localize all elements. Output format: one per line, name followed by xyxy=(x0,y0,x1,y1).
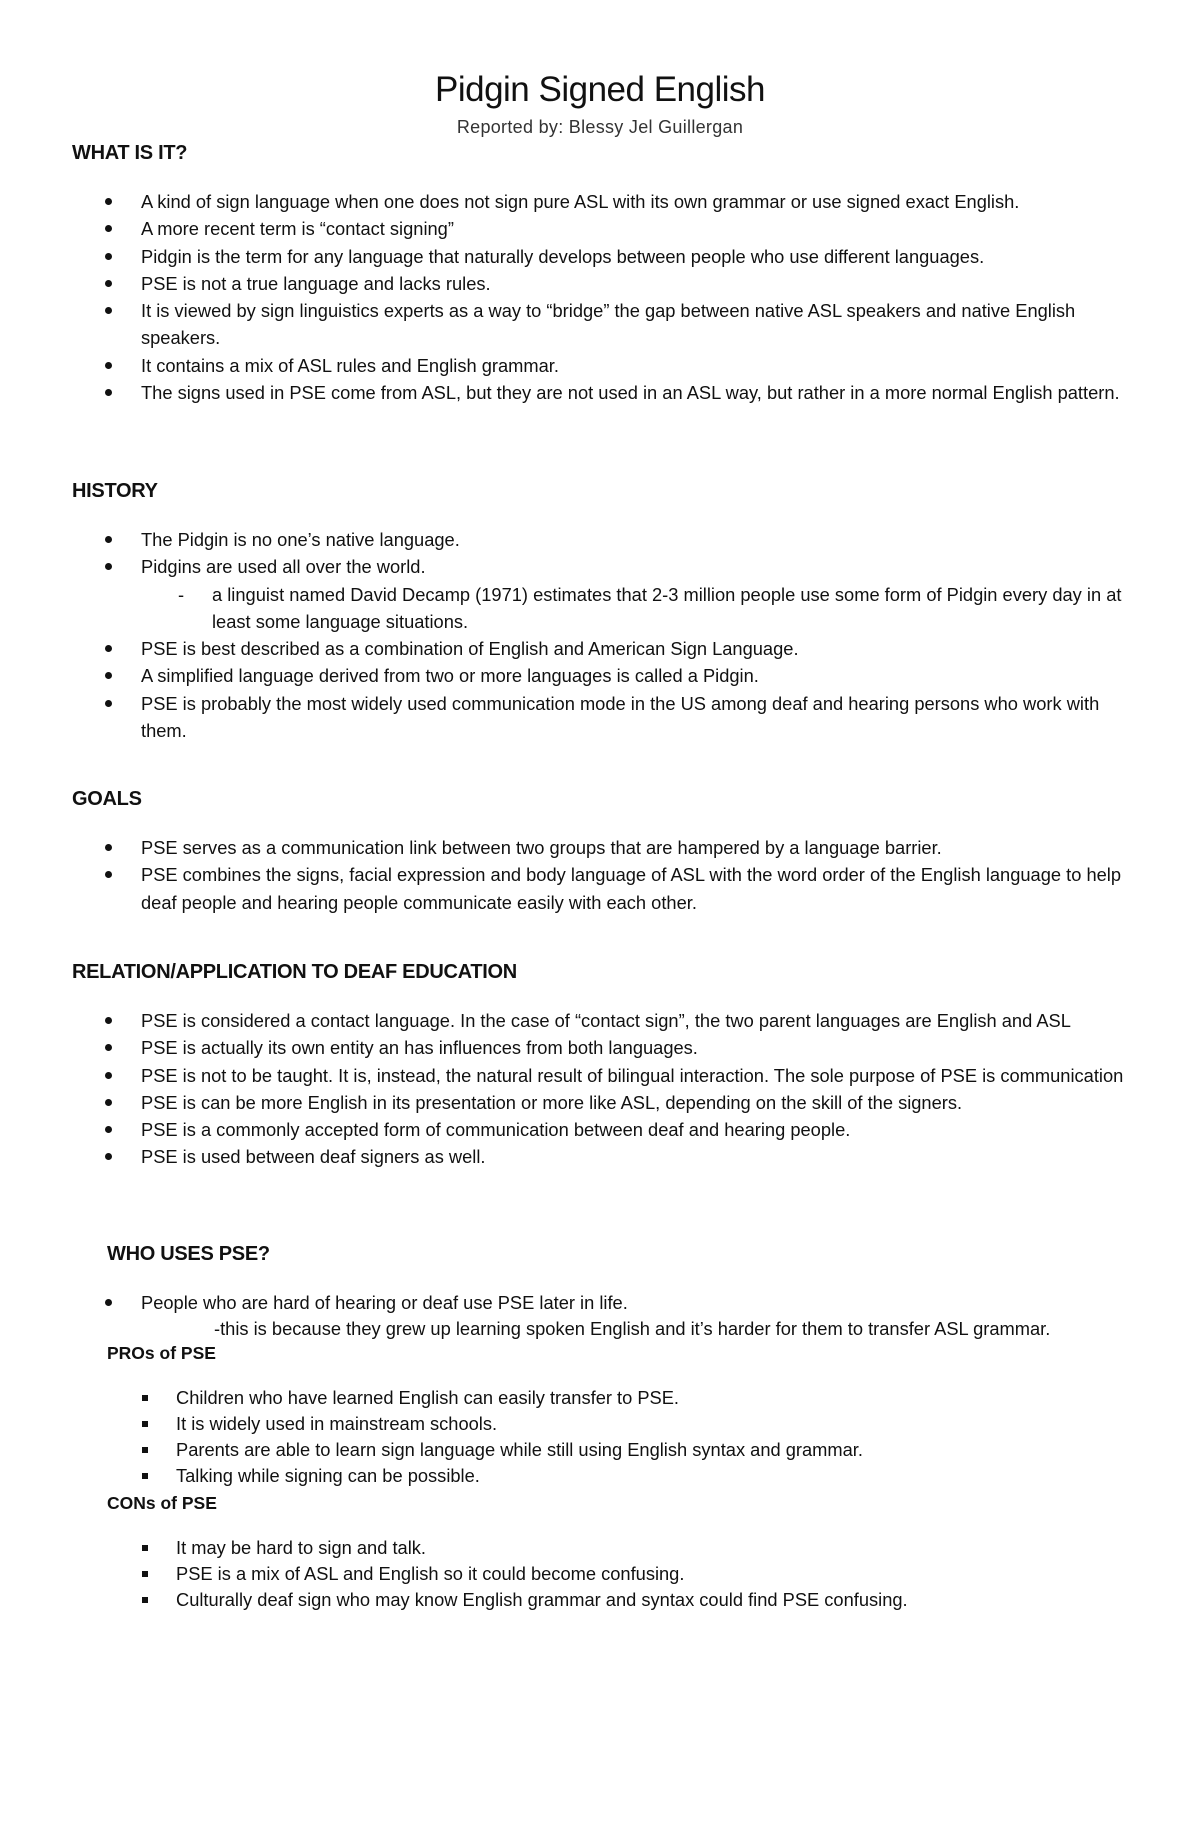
goals-list xyxy=(0,834,1200,916)
list-item: Children who have learned English can easily transfer to PSE. xyxy=(0,1385,1136,1411)
section-heading-goals: GOALS xyxy=(72,788,142,810)
list-item: Culturally deaf sign who may know English grammar and syntax could find PSE confusing. xyxy=(0,1587,1136,1613)
list-item: PSE is can be more English in its presentation or more like ASL, depending on the skill of the signers. xyxy=(0,1089,1131,1116)
list-item: PSE is not to be taught. It is, instead, the natural result of bilingual interaction. The sole purpose of PSE is communication xyxy=(0,1062,1131,1089)
section-heading-history: HISTORY xyxy=(72,480,158,502)
section-heading-relation: RELATION/APPLICATION TO DEAF EDUCATION xyxy=(72,961,517,983)
list-item: It is widely used in mainstream schools. xyxy=(0,1411,1136,1437)
list-item: A simplified language derived from two or more languages is called a Pidgin. xyxy=(0,662,1131,689)
list-item: PSE is actually its own entity an has influences from both languages. xyxy=(0,1034,1131,1061)
list-item: Talking while signing can be possible. xyxy=(0,1463,1136,1489)
pros-label: PROs of PSE xyxy=(107,1343,216,1363)
list-item: It contains a mix of ASL rules and English grammar. xyxy=(0,352,1131,379)
list-item: A kind of sign language when one does not sign pure ASL with its own grammar or use signed exact English. xyxy=(0,188,1131,215)
list-item: A more recent term is “contact signing” xyxy=(0,215,1131,242)
list-item: PSE is best described as a combination of English and American Sign Language. xyxy=(0,635,1131,662)
list-item: People who are hard of hearing or deaf use PSE later in life. xyxy=(0,1289,1131,1316)
pros-list xyxy=(0,1385,1200,1489)
cons-label: CONs of PSE xyxy=(107,1493,217,1513)
list-item: PSE is used between deaf signers as well. xyxy=(0,1143,1131,1170)
sub-list-item: - a linguist named David Decamp (1971) estimates that 2-3 million people use some form of Pidgin every day in at least some language situations. xyxy=(0,581,1132,636)
reported-by: Reported by: Blessy Jel Guillergan xyxy=(456,117,744,137)
relation-list xyxy=(0,1007,1200,1171)
section-heading-what-is-it: WHAT IS IT? xyxy=(72,142,188,164)
who-uses-note: -this is because they grew up learning spoken English and it’s harder for them to transfer ASL grammar. xyxy=(214,1318,1051,1339)
list-item: PSE combines the signs, facial expression and body language of ASL with the word order of the English language to help deaf people and hearing people communicate easily with each other. xyxy=(0,861,1131,916)
cons-list xyxy=(0,1535,1200,1613)
what-is-it-list xyxy=(0,188,1200,406)
list-item: PSE is a mix of ASL and English so it could become confusing. xyxy=(0,1561,1136,1587)
document-title: Pidgin Signed English xyxy=(434,70,765,109)
list-item: PSE is considered a contact language. In the case of “contact sign”, the two parent languages are English and ASL xyxy=(0,1007,1181,1034)
section-heading-who-uses: WHO USES PSE? xyxy=(107,1243,270,1265)
list-item: Parents are able to learn sign language while still using English syntax and grammar. xyxy=(0,1437,1136,1463)
list-item: The Pidgin is no one’s native language. xyxy=(0,526,1131,553)
list-item: PSE serves as a communication link between two groups that are hampered by a language barrier. xyxy=(0,834,1131,861)
list-item: It is viewed by sign linguistics experts as a way to “bridge” the gap between native ASL speakers and native English speakers. xyxy=(0,297,1131,352)
history-list xyxy=(0,526,1200,744)
list-item: PSE is not a true language and lacks rules. xyxy=(0,270,1131,297)
who-uses-list xyxy=(0,1289,1200,1316)
list-item: PSE is probably the most widely used communication mode in the US among deaf and hearing persons who work with them. xyxy=(0,690,1131,745)
list-item: Pidgins are used all over the world. xyxy=(0,553,1131,580)
list-item: The signs used in PSE come from ASL, but they are not used in an ASL way, but rather in a more normal English pattern. xyxy=(0,379,1131,406)
list-item: Pidgin is the term for any language that naturally develops between people who use different languages. xyxy=(0,243,1131,270)
list-item: It may be hard to sign and talk. xyxy=(0,1535,1136,1561)
list-item: PSE is a commonly accepted form of communication between deaf and hearing people. xyxy=(0,1116,1131,1143)
